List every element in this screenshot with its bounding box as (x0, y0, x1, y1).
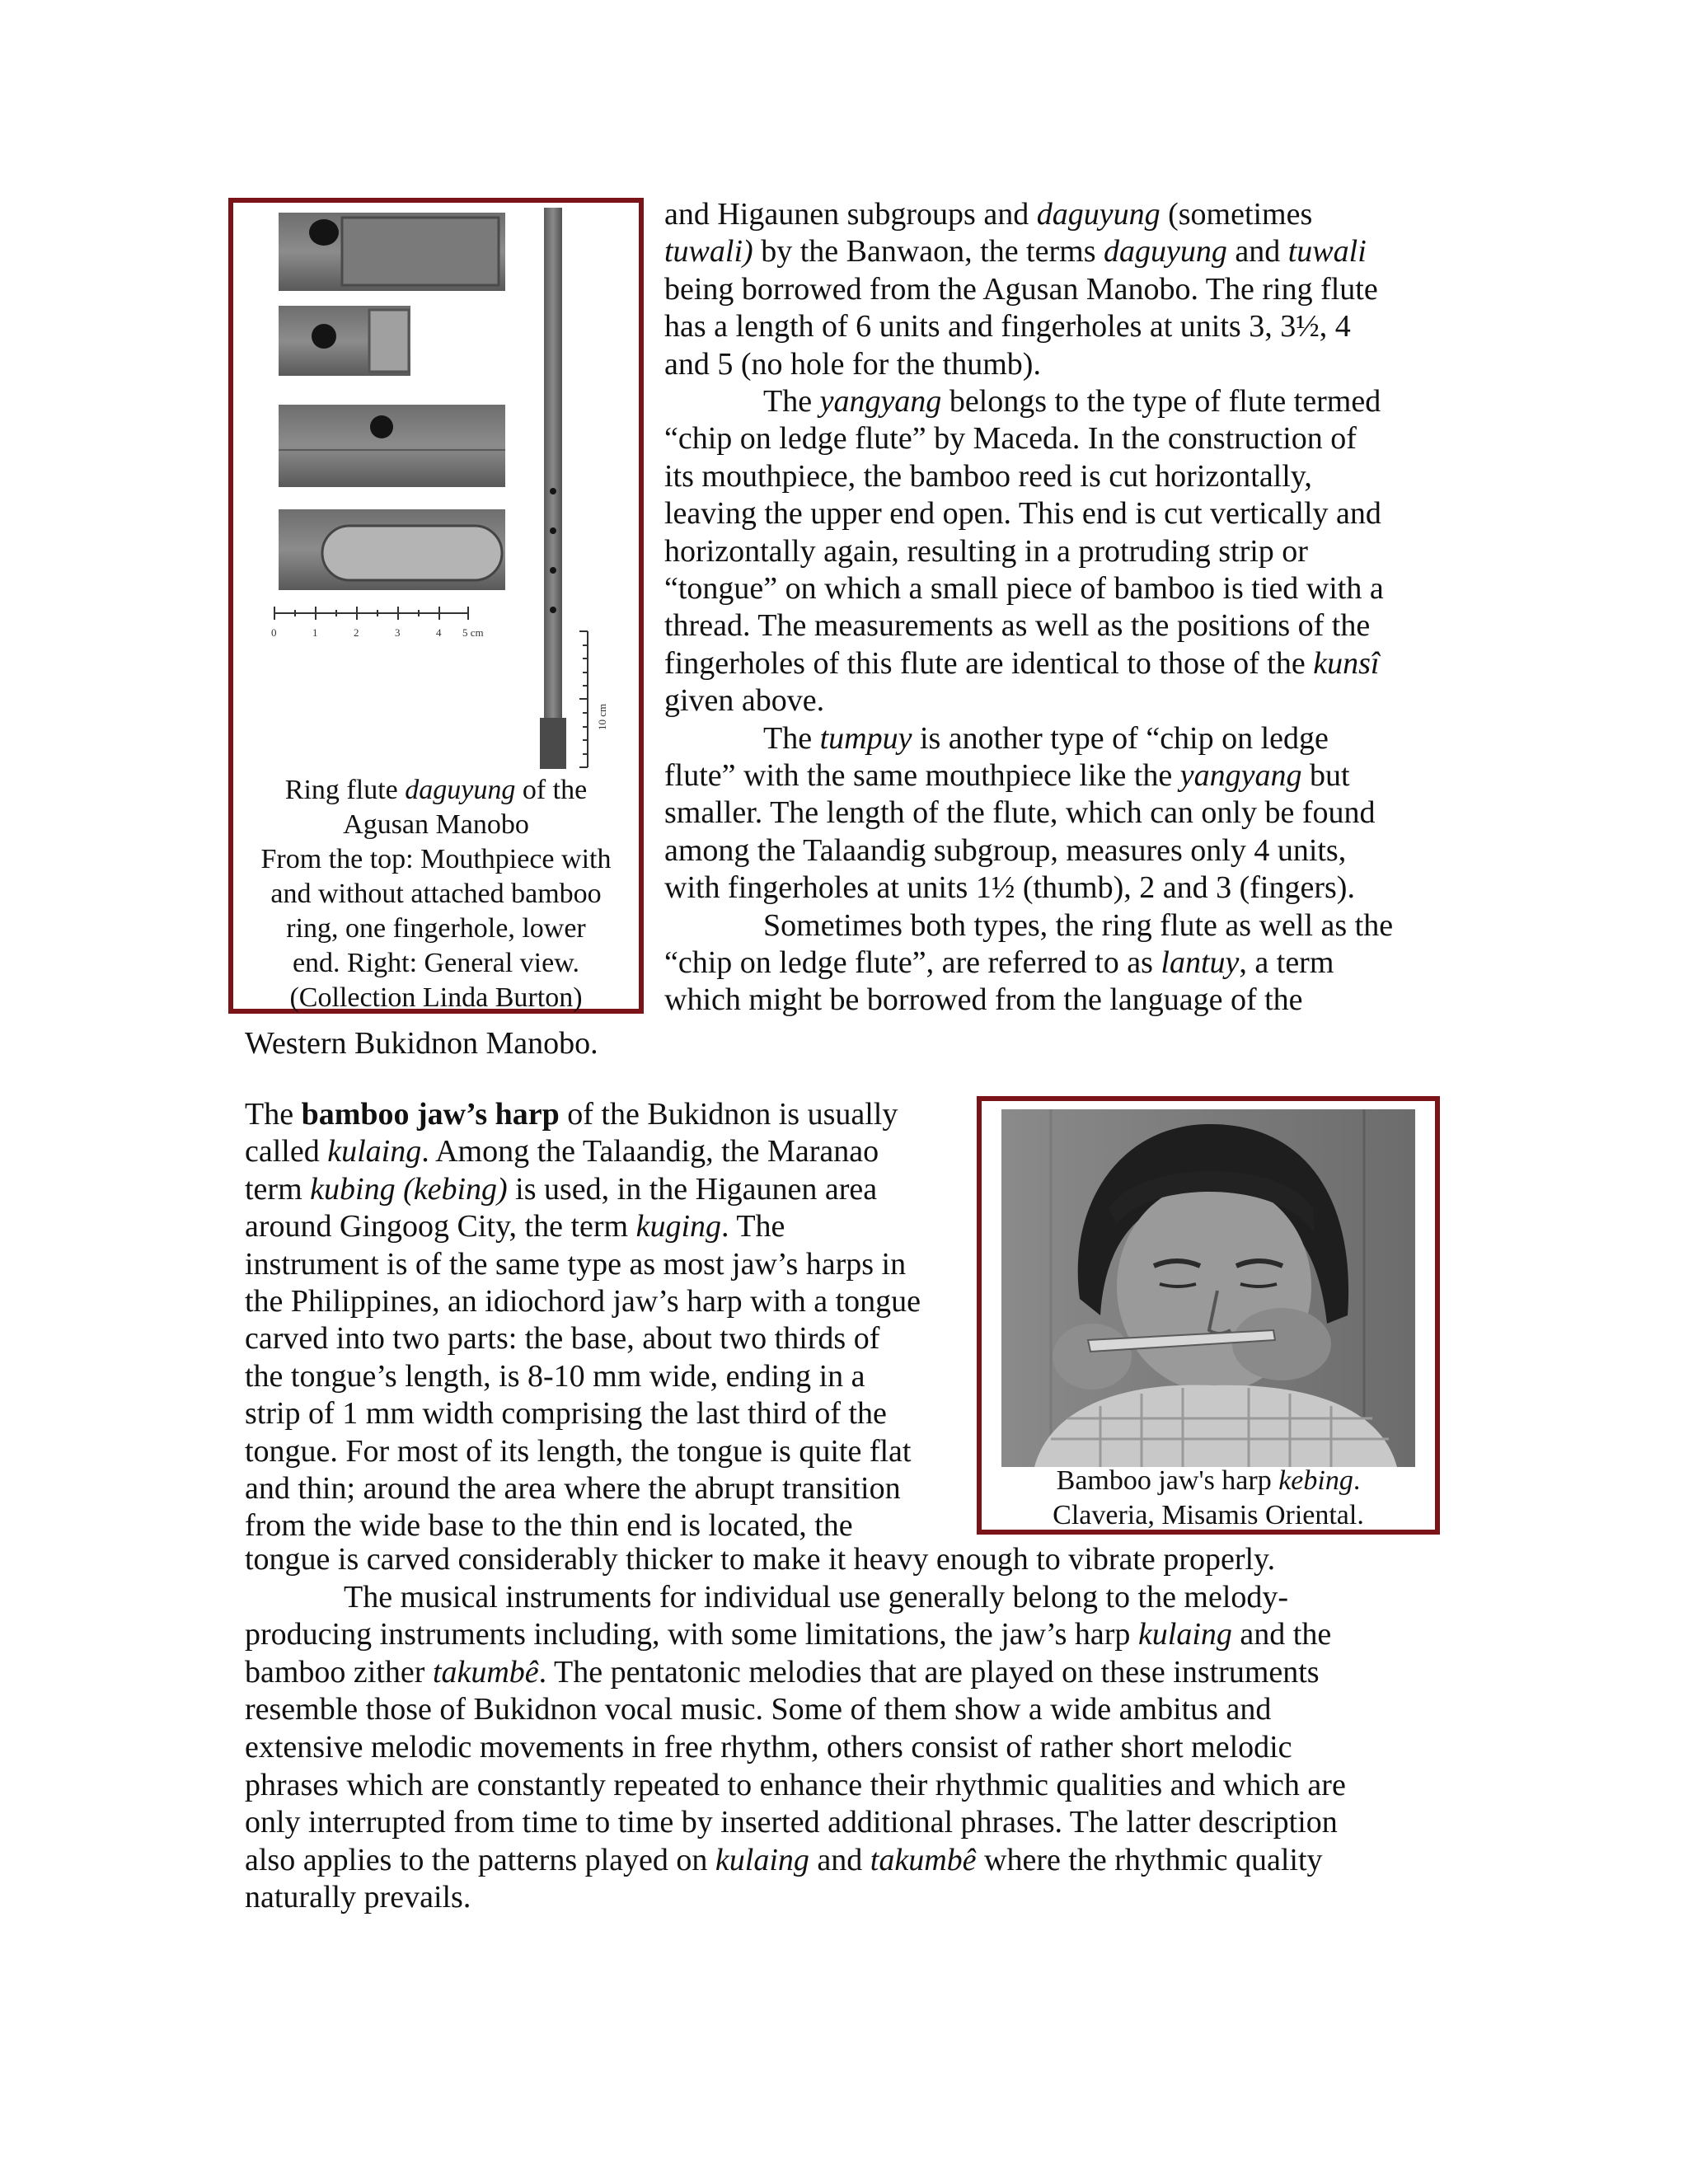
text-line (664, 570, 1384, 607)
text-run: . Among the Talaandig, the Maranao (421, 1134, 879, 1169)
text-line (344, 1579, 1288, 1616)
text-line (664, 607, 1370, 644)
text-line (245, 1096, 898, 1133)
caption-italic-term: daguyung (405, 775, 516, 805)
caption-line (233, 842, 639, 877)
text-run: . The (721, 1209, 785, 1244)
text-run: which might be borrowed from the language of the (664, 982, 1303, 1018)
text-run: “chip on ledge flute”, are referred to as (664, 945, 1161, 980)
scale-label: 0 (271, 626, 277, 639)
italic-term: takumbê (432, 1654, 539, 1690)
scale-label: 5 cm (462, 626, 484, 639)
flute-photo (233, 203, 639, 771)
italic-term: tuwali) (664, 234, 753, 269)
text-line (245, 1616, 1331, 1653)
text-run: “chip on ledge flute” by Maceda. In the construction of (664, 421, 1357, 457)
text-line (664, 533, 1308, 570)
italic-term: lantuy (1160, 945, 1240, 980)
text-run: the tongue’s length, is 8-10 mm wide, ending in a (245, 1358, 865, 1394)
text-run: tongue is carved considerably thicker to make it heavy enough to vibrate properly. (245, 1542, 1276, 1577)
caption-text: and without attached bamboo (270, 879, 602, 909)
caption-line (233, 808, 639, 842)
scale-label: 3 (395, 626, 401, 639)
left-column-text (245, 1096, 970, 1558)
italic-term: tuwali (1287, 234, 1367, 269)
vertical-scale-label: 10 cm (596, 703, 608, 730)
text-run: thread. The measurements as well as the positions of the (664, 608, 1371, 644)
italic-term: kuging (635, 1209, 722, 1244)
text-run: (sometimes (1160, 197, 1313, 232)
italic-term: kubing (kebing) (310, 1171, 508, 1207)
text-run: The musical instruments for individual use generally belong to the melody- (344, 1579, 1289, 1615)
text-run: tongue. For most of its length, the tongue is quite flat (245, 1433, 912, 1469)
text-run: where the rhythmic quality (976, 1842, 1323, 1877)
text-line (664, 346, 1041, 383)
bold-term: bamboo jaw’s harp (301, 1097, 560, 1132)
text-line (763, 383, 1381, 420)
text-line (245, 1246, 906, 1283)
text-line (664, 308, 1351, 345)
continuation-line: Western Bukidnon Manobo. (245, 1026, 598, 1061)
left-hand (1053, 1324, 1132, 1390)
text-line (664, 271, 1378, 308)
text-run: horizontally again, resulting in a protruding strip or (664, 533, 1308, 569)
text-line (763, 720, 1329, 757)
text-line (664, 982, 1303, 1019)
vertical-scale (579, 631, 588, 767)
scale-label: 1 (312, 626, 318, 639)
text-line (664, 794, 1376, 832)
text-run: and Higaunen subgroups and (664, 197, 1037, 232)
text-line (763, 907, 1393, 944)
caption-line (233, 877, 639, 912)
caption-text: end. Right: General view. (292, 948, 580, 978)
scale-label: 4 (436, 626, 442, 639)
text-run: but (1301, 758, 1350, 793)
text-run: and the (1231, 1617, 1332, 1652)
text-line (664, 645, 1379, 682)
text-run: producing instruments including, with some limitations, the jaw’s harp (245, 1617, 1138, 1652)
text-run: only interrupted from time to time by inserted additional phrases. The latter description (245, 1805, 1338, 1840)
italic-term: kulaing (327, 1134, 422, 1169)
text-run: extensive melodic movements in free rhythm, others consist of rather short melodic (245, 1730, 1292, 1765)
text-run: has a length of 6 units and fingerholes at units 3, 3½, 4 (664, 309, 1351, 344)
scale-label: 2 (354, 626, 359, 639)
text-line (664, 832, 1346, 869)
text-line (245, 1283, 921, 1320)
text-run: carved into two parts: the base, about two thirds of (245, 1321, 880, 1357)
text-run: and (809, 1842, 870, 1877)
text-run: The (763, 720, 820, 756)
text-run: among the Talaandig subgroup, measures only 4 units, (664, 832, 1347, 868)
text-run: strip of 1 mm width comprising the last third of the (245, 1396, 887, 1432)
italic-term: yangyang (1179, 758, 1302, 793)
text-line (245, 1320, 879, 1357)
text-run: given above. (664, 683, 825, 719)
text-run: leaving the upper end open. This end is cut vertically and (664, 496, 1381, 532)
italic-term: kulaing (1137, 1617, 1232, 1652)
text-run: instrument is of the same type as most jaw’s harps in (245, 1246, 907, 1282)
text-run: , a term (1239, 945, 1334, 980)
text-run: with fingerholes at units 1½ (thumb), 2 and 3 (fingers). (664, 870, 1355, 906)
italic-term: kulaing (715, 1842, 809, 1877)
caption-line (233, 912, 639, 946)
text-line (245, 1133, 879, 1170)
text-line (664, 757, 1350, 794)
cm-scale (274, 607, 468, 620)
text-run: is used, in the Higaunen area (507, 1171, 878, 1207)
text-run: called (245, 1134, 328, 1169)
text-run: its mouthpiece, the bamboo reed is cut horizontally, (664, 458, 1312, 494)
text-line (245, 1541, 1275, 1578)
text-line (245, 1433, 911, 1470)
italic-term: daguyung (1036, 197, 1160, 232)
italic-term: tumpuy (819, 720, 912, 756)
text-line (245, 1879, 471, 1916)
text-run: and 5 (no hole for the thumb). (664, 346, 1041, 382)
text-run: The (245, 1097, 302, 1132)
text-run: naturally prevails. (245, 1880, 471, 1915)
caption-italic-term: kebing (1278, 1465, 1353, 1496)
text-line (245, 1842, 1323, 1879)
text-run: from the wide base to the thin end is located, the (245, 1508, 853, 1544)
caption-line (233, 981, 639, 1015)
text-run: being borrowed from the Agusan Manobo. The ring flute (664, 271, 1378, 307)
text-run: and (1226, 234, 1288, 269)
text-run: “tongue” on which a small piece of bamboo is tied with a (664, 571, 1384, 606)
text-run: also applies to the patterns played on (245, 1842, 715, 1877)
caption-text: Ring flute (284, 775, 406, 805)
text-run: Sometimes both types, the ring flute as well as the (763, 907, 1394, 943)
text-line (664, 196, 1312, 233)
caption-line (982, 1464, 1435, 1498)
text-run: around Gingoog City, the term (245, 1209, 636, 1244)
caption-text: Agusan Manobo (343, 809, 529, 840)
italic-term: daguyung (1103, 234, 1227, 269)
text-line (245, 1729, 1292, 1766)
caption-text: of the (515, 775, 588, 805)
text-line (245, 1208, 785, 1245)
text-run: belongs to the type of flute termed (941, 384, 1381, 419)
text-line (664, 458, 1312, 495)
text-run: by the Banwaon, the terms (753, 234, 1104, 269)
text-run: resemble those of Bukidnon vocal music. Some of them show a wide ambitus and (245, 1692, 1272, 1727)
text-run: fingerholes of this flute are identical to those of the (664, 645, 1314, 681)
text-line (664, 420, 1357, 457)
text-line (245, 1691, 1271, 1728)
text-line (245, 1358, 865, 1395)
text-run: The (763, 384, 820, 419)
flute-figure (228, 198, 644, 1014)
text-run: bamboo zither (245, 1654, 433, 1690)
text-line (664, 869, 1355, 907)
caption-line (233, 946, 639, 981)
text-run: and thin; around the area where the abrupt transition (245, 1471, 901, 1506)
fingerhole-piece (279, 405, 505, 487)
text-run: phrases which are constantly repeated to enhance their rhythmic qualities and which are (245, 1767, 1346, 1802)
text-line (664, 233, 1367, 270)
text-run: the Philippines, an idiochord jaw’s harp with a tongue (245, 1284, 921, 1319)
full-width-text (245, 1541, 1432, 1937)
text-line (664, 495, 1381, 532)
text-line (245, 1395, 887, 1432)
text-line (245, 1654, 1320, 1691)
italic-term: kunsî (1313, 645, 1380, 681)
italic-term: takumbê (870, 1842, 977, 1877)
text-line (245, 1804, 1338, 1841)
text-run: smaller. The length of the flute, which can only be found (664, 795, 1376, 831)
caption-line (982, 1498, 1435, 1533)
caption-text: Claveria, Misamis Oriental. (1053, 1500, 1364, 1530)
text-line (245, 1767, 1346, 1804)
text-line (245, 1171, 877, 1208)
italic-term: yangyang (819, 384, 942, 419)
text-run: . The pentatonic melodies that are played on these instruments (538, 1654, 1320, 1690)
text-line (664, 944, 1334, 982)
text-line (664, 682, 824, 719)
text-run: of the Bukidnon is usually (559, 1097, 898, 1132)
caption-text: . (1353, 1465, 1361, 1496)
text-run: term (245, 1171, 311, 1207)
text-run: is another type of “chip on ledge (912, 720, 1329, 756)
text-run: flute” with the same mouthpiece like the (664, 758, 1180, 793)
caption-text: (Collection Linda Burton) (289, 982, 583, 1013)
text-line (245, 1470, 901, 1507)
text-line (245, 1507, 853, 1544)
caption-text: ring, one fingerhole, lower (286, 913, 586, 944)
caption-text: Bamboo jaw's harp (1056, 1465, 1279, 1496)
right-hand (1232, 1308, 1331, 1380)
caption-text: From the top: Mouthpiece with (260, 844, 612, 874)
harp-figure (977, 1096, 1440, 1535)
harp-photo (1001, 1109, 1415, 1467)
caption-line (233, 773, 639, 808)
right-column-text (664, 196, 1431, 1020)
